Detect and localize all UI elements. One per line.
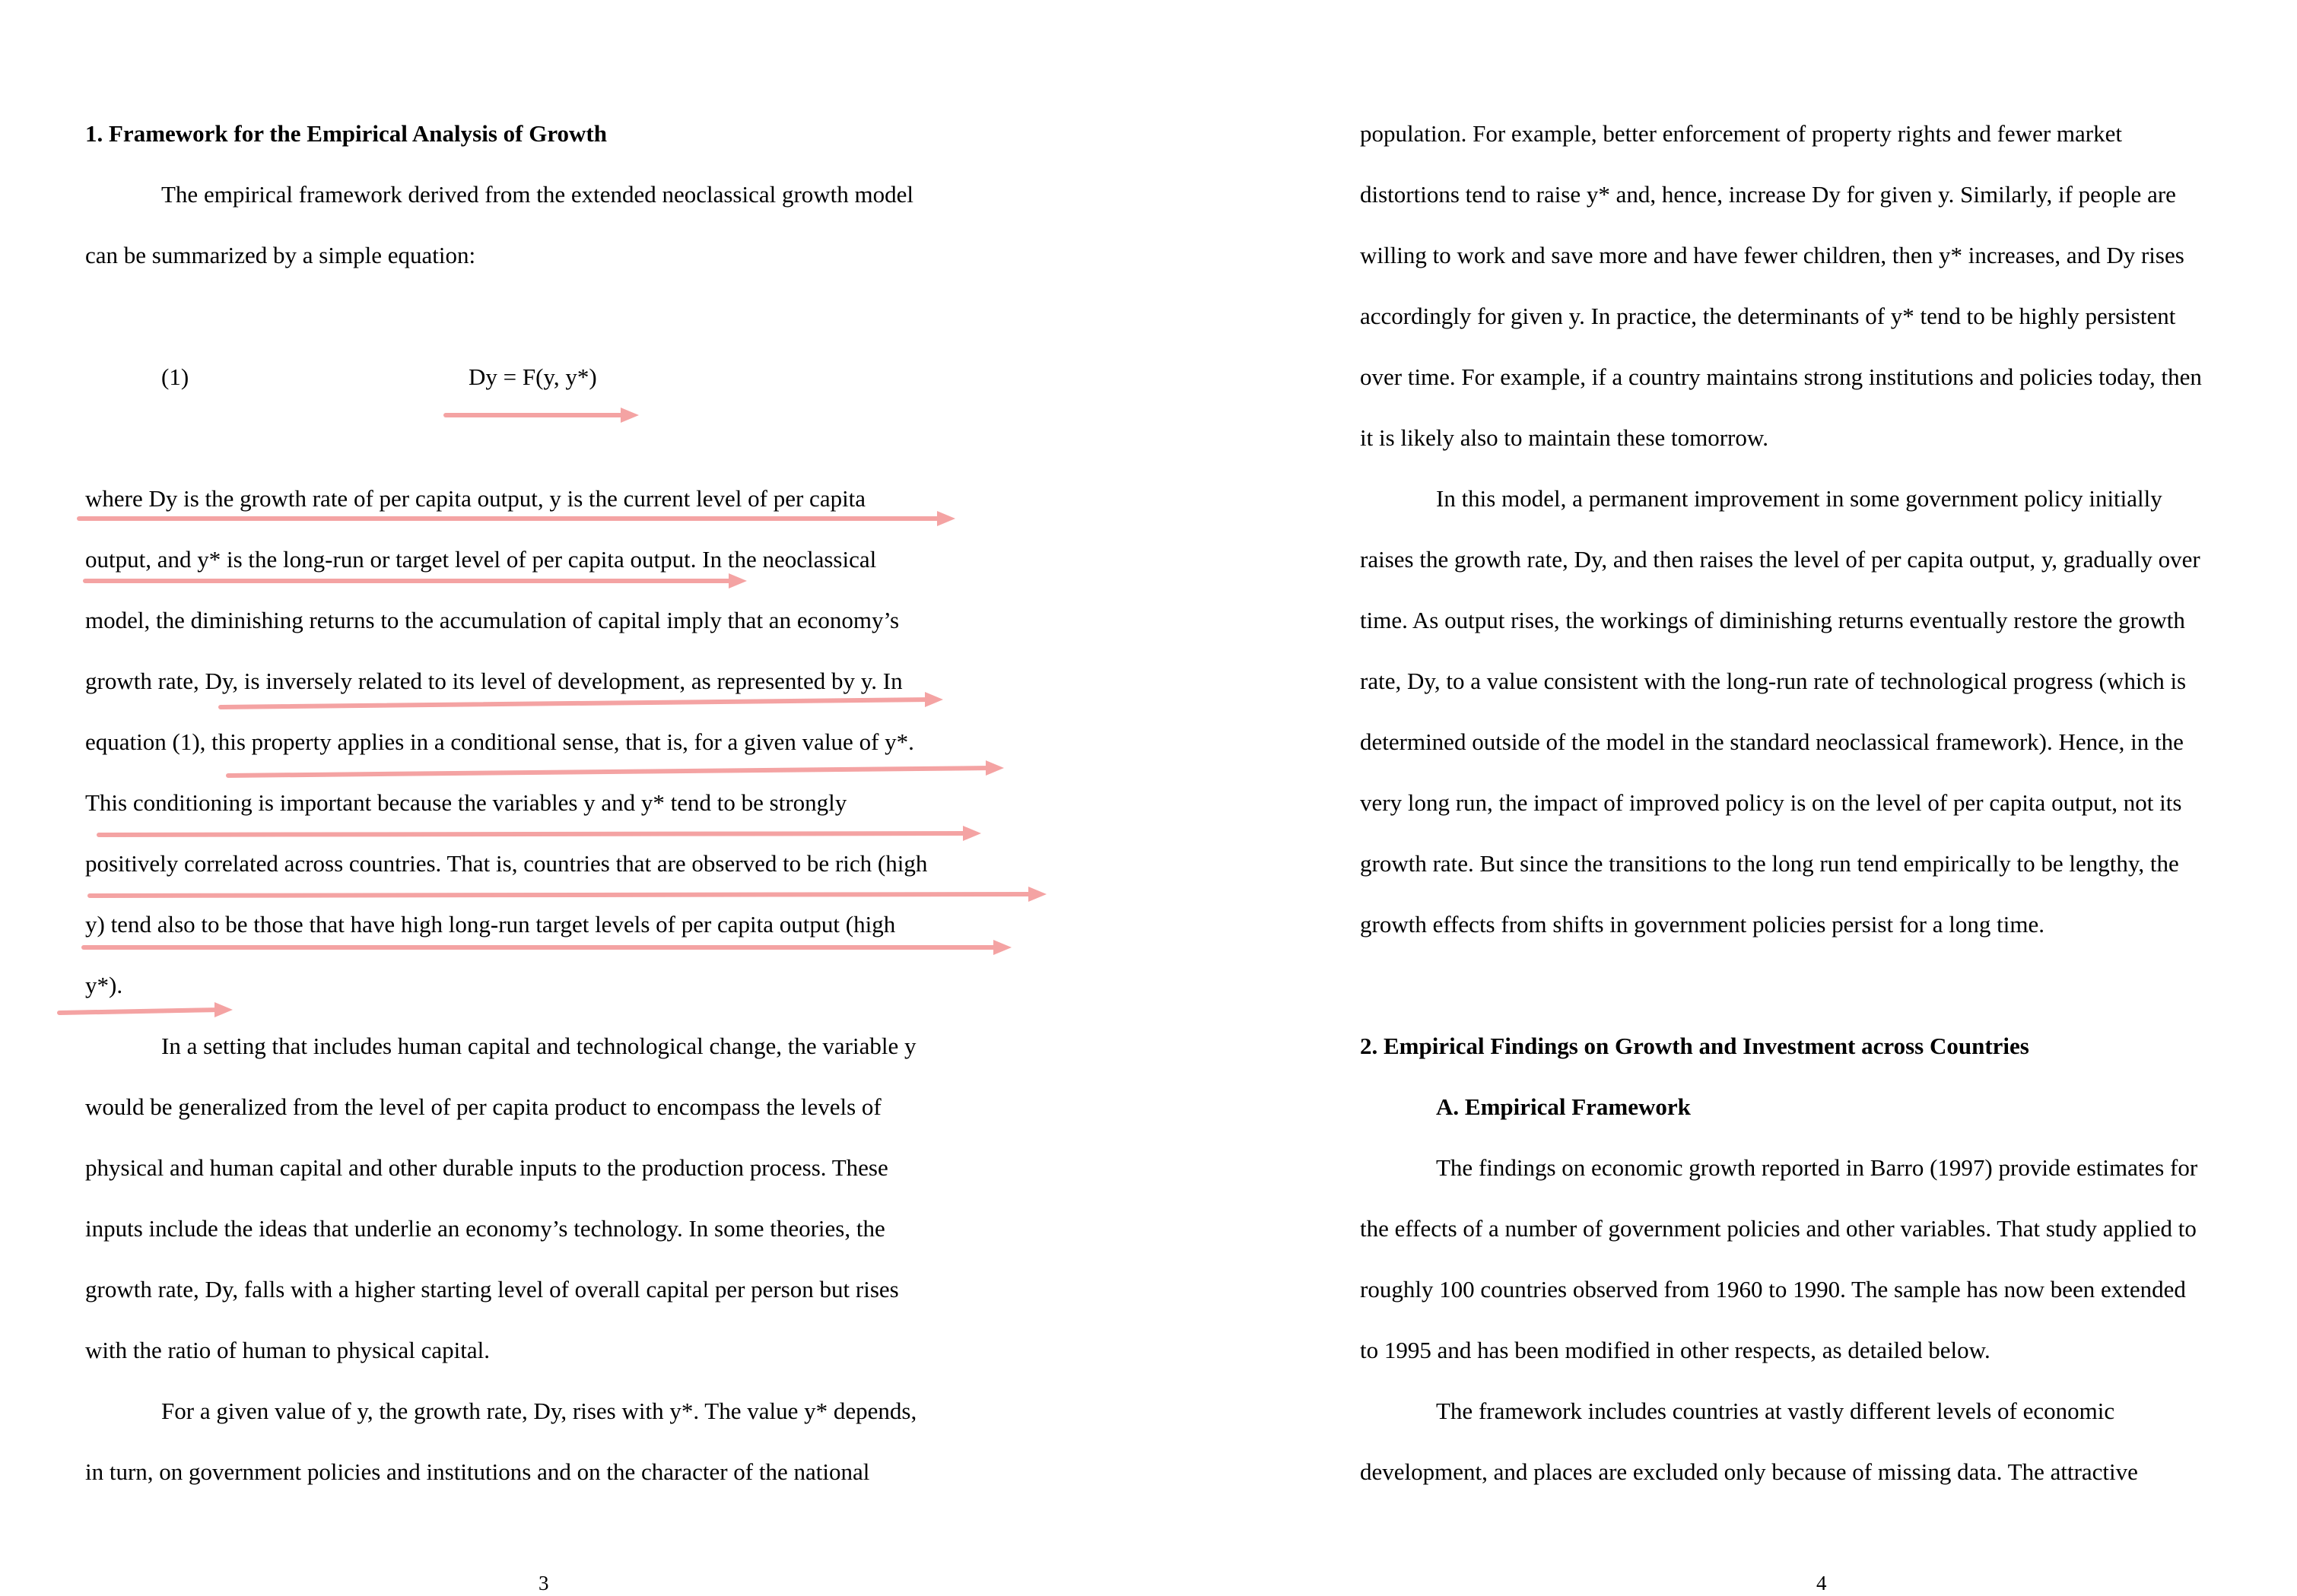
text-line: determined outside of the model in the standard neoclassical framework). Hence, in the bbox=[1360, 728, 2184, 755]
text-line: can be summarized by a simple equation: bbox=[85, 242, 476, 268]
text-line: growth rate. But since the transitions to the long run tend empirically to be lengthy, the bbox=[1360, 850, 2179, 877]
text-line: This conditioning is important because the variables y and y* tend to be strongly bbox=[85, 789, 847, 816]
text-line: population. For example, better enforcement of property rights and fewer market bbox=[1360, 120, 2122, 147]
text-line: In this model, a permanent improvement in some government policy initially bbox=[1436, 485, 2162, 512]
page-number: 3 bbox=[539, 1572, 549, 1594]
text-line: The findings on economic growth reported in Barro (1997) provide estimates for bbox=[1436, 1154, 2198, 1181]
right-page bbox=[1148, 0, 2297, 1594]
text-line: it is likely also to maintain these tomorrow. bbox=[1360, 424, 1768, 451]
text-line: willing to work and save more and have fewer children, then y* increases, and Dy rises bbox=[1360, 242, 2184, 268]
text-line: y*). bbox=[85, 972, 123, 998]
text-line: growth rate, Dy, is inversely related to its level of development, as represented by y. In bbox=[85, 668, 903, 694]
text-line: the effects of a number of government policies and other variables. That study applied to bbox=[1360, 1215, 2197, 1242]
text-line: in turn, on government policies and institutions and on the character of the national bbox=[85, 1458, 870, 1485]
section-heading: 1. Framework for the Empirical Analysis of Growth bbox=[85, 120, 607, 147]
text-line: to 1995 and has been modified in other respects, as detailed below. bbox=[1360, 1337, 1990, 1363]
text-line: y) tend also to be those that have high long-run target levels of per capita output (high bbox=[85, 911, 896, 938]
text-line: equation (1), this property applies in a conditional sense, that is, for a given value of y*. bbox=[85, 728, 914, 755]
text-line: model, the diminishing returns to the accumulation of capital imply that an economy’s bbox=[85, 607, 900, 633]
text-line: For a given value of y, the growth rate, Dy, rises with y*. The value y* depends, bbox=[161, 1398, 917, 1424]
text-line: rate, Dy, to a value consistent with the long-run rate of technological progress (which is bbox=[1360, 668, 2187, 694]
text-line: development, and places are excluded only because of missing data. The attractive bbox=[1360, 1458, 2138, 1485]
text-line: roughly 100 countries observed from 1960 to 1990. The sample has now been extended bbox=[1360, 1276, 2186, 1303]
text-line: very long run, the impact of improved policy is on the level of per capita output, not its bbox=[1360, 789, 2182, 816]
text-line: raises the growth rate, Dy, and then raises the level of per capita output, y, gradually over bbox=[1360, 546, 2200, 573]
section-heading: 2. Empirical Findings on Growth and Investment across Countries bbox=[1360, 1033, 2029, 1059]
text-line: time. As output rises, the workings of diminishing returns eventually restore the growth bbox=[1360, 607, 2185, 633]
text-line: accordingly for given y. In practice, the determinants of y* tend to be highly persistent bbox=[1360, 303, 2176, 329]
text-line: would be generalized from the level of per capita product to encompass the levels of bbox=[85, 1093, 882, 1120]
text-line: where Dy is the growth rate of per capita output, y is the current level of per capita bbox=[85, 485, 866, 512]
equation-number: (1) bbox=[161, 363, 189, 390]
text-line: growth effects from shifts in government policies persist for a long time. bbox=[1360, 911, 2044, 938]
text-line: with the ratio of human to physical capital. bbox=[85, 1337, 491, 1363]
text-line: inputs include the ideas that underlie an economy’s technology. In some theories, the bbox=[85, 1215, 885, 1242]
equation: Dy = F(y, y*) bbox=[469, 363, 597, 390]
text-line: physical and human capital and other durable inputs to the production process. These bbox=[85, 1154, 888, 1181]
text-line: positively correlated across countries. That is, countries that are observed to be rich (high bbox=[85, 850, 928, 877]
subsection-heading: A. Empirical Framework bbox=[1436, 1093, 1691, 1120]
text-line: The framework includes countries at vastly different levels of economic bbox=[1436, 1398, 2115, 1424]
text-line: growth rate, Dy, falls with a higher starting level of overall capital per person but rises bbox=[85, 1276, 899, 1303]
text-line: The empirical framework derived from the extended neoclassical growth model bbox=[161, 181, 914, 208]
left-page bbox=[0, 0, 1148, 1594]
page-number: 4 bbox=[1816, 1572, 1827, 1594]
text-line: output, and y* is the long-run or target level of per capita output. In the neoclassical bbox=[85, 546, 877, 573]
text-line: over time. For example, if a country maintains strong institutions and policies today, then bbox=[1360, 363, 2202, 390]
text-line: distortions tend to raise y* and, hence, increase Dy for given y. Similarly, if people are bbox=[1360, 181, 2176, 208]
text-line: In a setting that includes human capital and technological change, the variable y bbox=[161, 1033, 917, 1059]
